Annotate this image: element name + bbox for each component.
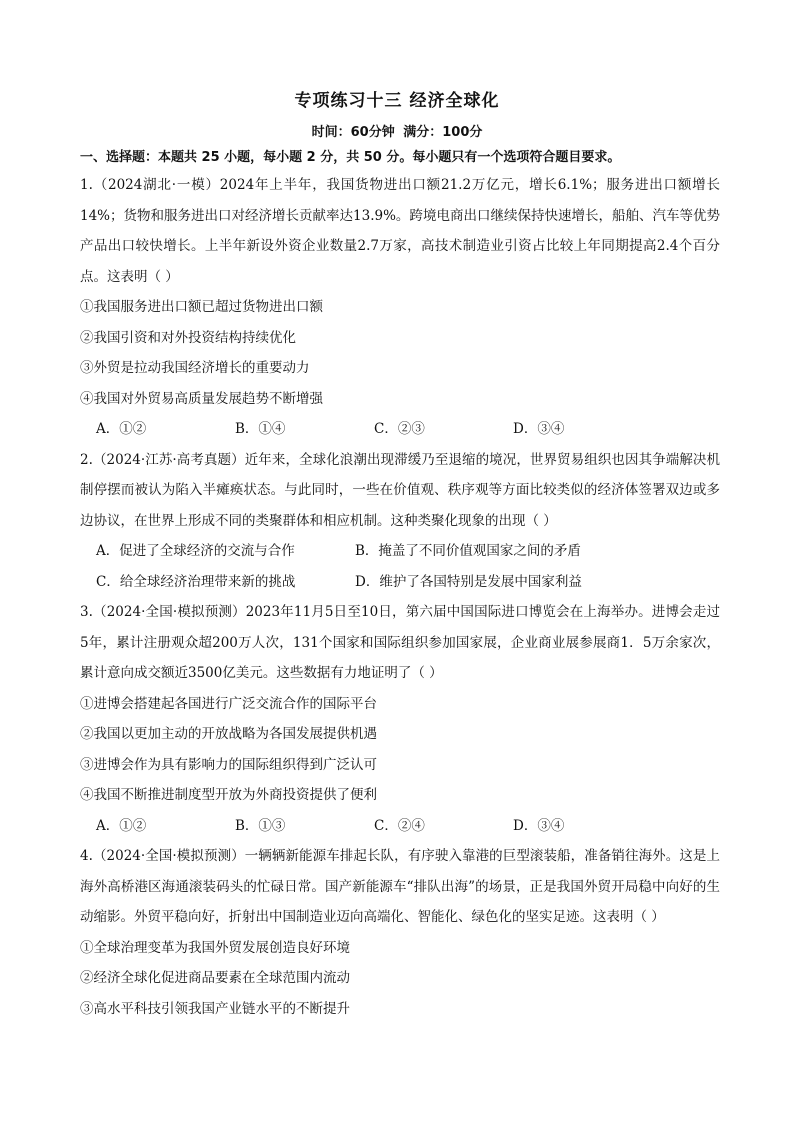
question-2 bbox=[80, 445, 720, 598]
question-list bbox=[80, 170, 720, 1024]
option-d[interactable]: D．③④ bbox=[513, 421, 565, 437]
question-1 bbox=[80, 170, 720, 445]
statement: ②我国以更加主动的开放战略为各国发展提供机遇 bbox=[80, 726, 377, 742]
options bbox=[80, 811, 720, 842]
question-stem: 3.（2024·全国·模拟预测）2023年11月5日至10日，第六届中国国际进口博览会在上海举办。进博会走过5年，累计注册观众超200万人次，131个国家和国际组织参加国家展，企业商业展参展商1．5万余家次，累计意向成交额近3500亿美元。这些数据有力地证明了（ ） bbox=[80, 604, 720, 681]
option-d[interactable]: D．维护了各国特别是发展中国家利益 bbox=[355, 573, 582, 590]
score-label: 满分：100分 bbox=[403, 125, 483, 140]
option-a[interactable]: A．①② bbox=[96, 421, 147, 437]
page-title: 专项练习十三 经济全球化 bbox=[294, 91, 500, 111]
statement: ③外贸是拉动我国经济增长的重要动力 bbox=[80, 360, 310, 376]
option-c[interactable]: C．给全球经济治理带来新的挑战 bbox=[96, 573, 296, 590]
question-stem: 4.（2024·全国·模拟预测）一辆辆新能源车排起长队，有序驶入靠港的巨型滚装船，准备销往海外。这是上海外高桥港区海通滚装码头的忙碌日常。国产新能源车“排队出海”的场景，正是我国外贸开局稳中向好的生动缩影。外贸平稳向好，折射出中国制造业迈向高端化、智能化、绿色化的坚实足迹。这表明（ ） bbox=[80, 848, 720, 925]
statement: ③高水平科技引领我国产业链水平的不断提升 bbox=[80, 1000, 350, 1017]
option-b[interactable]: B．①④ bbox=[235, 421, 286, 437]
question-3 bbox=[80, 597, 720, 841]
statement: ①全球治理变革为我国外贸发展创造良好环境 bbox=[80, 939, 350, 956]
question-stem: 2.（2024·江苏·高考真题）近年来，全球化浪潮出现滞缓乃至退缩的境况，世界贸易组织也因其争端解决机制停摆而被认为陷入半瘫痪状态。与此同时，一些在价值观、秩序观等方面比较类似的经济体签署双边或多边协议，在世界上形成不同的类聚群体和相应机制。这种类聚化现象的出现（ ） bbox=[80, 451, 720, 529]
statement: ④我国对外贸易高质量发展趋势不断增强 bbox=[80, 390, 323, 407]
statement: ③进博会作为具有影响力的国际组织得到广泛认可 bbox=[80, 756, 377, 773]
statement: ②经济全球化促进商品要素在全球范围内流动 bbox=[80, 970, 350, 986]
option-d[interactable]: D．③④ bbox=[513, 817, 565, 834]
statement: ①进博会搭建起各国进行广泛交流合作的国际平台 bbox=[80, 695, 377, 712]
option-a[interactable]: A．促进了全球经济的交流与合作 bbox=[96, 543, 295, 559]
option-a[interactable]: A．①② bbox=[96, 817, 147, 834]
exam-meta bbox=[0, 121, 794, 140]
time-label: 时间：60分钟 bbox=[311, 125, 395, 140]
question-stem: 1.（2024湖北·一模）2024年上半年，我国货物进出口额21.2万亿元，增长6.1%；服务进出口额增长14%；货物和服务进出口对经济增长贡献率达13.9%。跨境电商出口继续保持快速增长，船舶、汽车等优势产品出口较快增长。上半年新设外资企业数量2.7万家，高技术制造业引资占比较上年同期提高2.4个百分点。这表明（ ） bbox=[80, 177, 720, 285]
option-c[interactable]: C．②③ bbox=[374, 421, 425, 437]
section-heading: 一、选择题：本题共 25 小题，每小题 2 分，共 50 分。每小题只有一个选项符合题目要求。 bbox=[80, 150, 621, 165]
statement: ④我国不断推进制度型开放为外商投资提供了便利 bbox=[80, 787, 377, 803]
options bbox=[80, 536, 720, 597]
options bbox=[80, 414, 720, 445]
option-c[interactable]: C．②④ bbox=[374, 817, 425, 834]
option-b[interactable]: B．掩盖了不同价值观国家之间的矛盾 bbox=[355, 543, 581, 559]
question-4 bbox=[80, 841, 720, 1024]
statement: ①我国服务进出口额已超过货物进出口额 bbox=[80, 299, 323, 315]
option-b[interactable]: B．①③ bbox=[235, 817, 286, 834]
statement: ②我国引资和对外投资结构持续优化 bbox=[80, 329, 296, 346]
